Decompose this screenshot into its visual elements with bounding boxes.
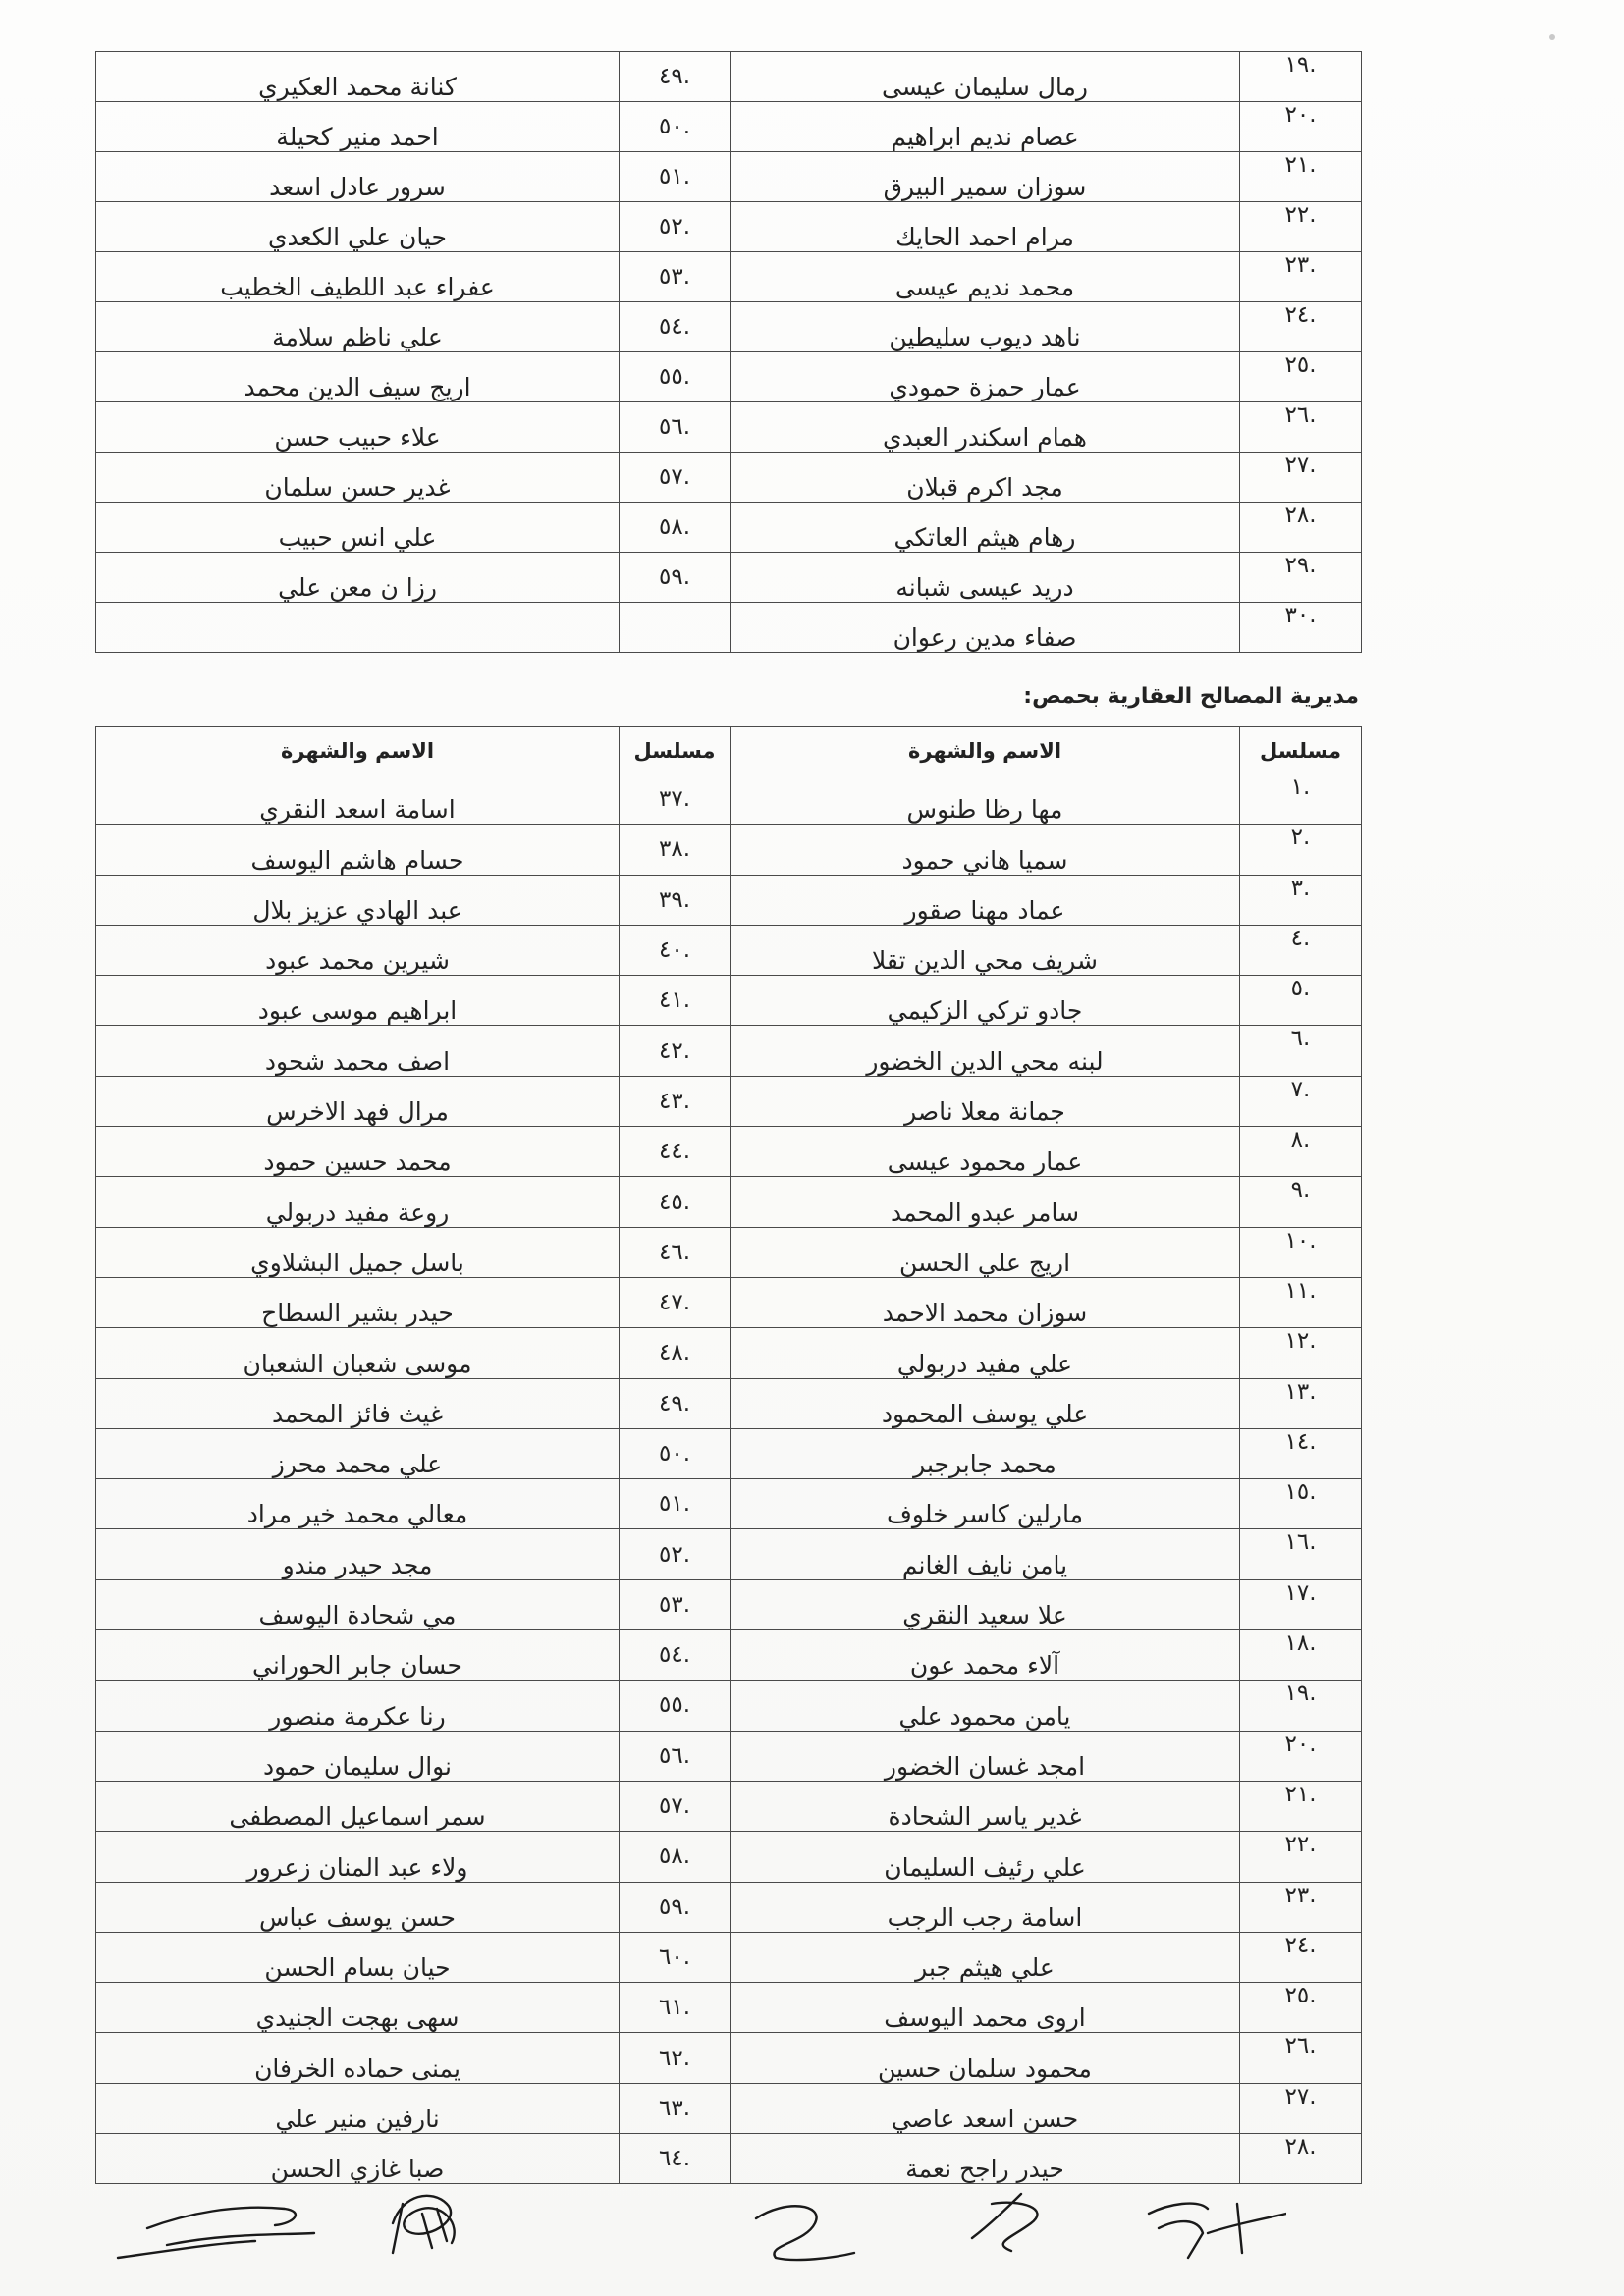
serial-cell: .٤٤ (620, 1127, 731, 1177)
serial-cell: .٥٧ (620, 453, 731, 503)
name-cell: سوزان سمير البيرق (731, 152, 1240, 202)
name-cell: عفراء عبد اللطيف الخطيب (96, 252, 620, 302)
table-row (96, 1277, 1362, 1327)
name-cell: حيدر راجح نعمة (731, 2134, 1240, 2184)
serial-cell: .٥٩ (620, 1882, 731, 1932)
serial-cell: .٤ (1240, 925, 1362, 975)
table-row (96, 52, 1362, 102)
table-row (96, 1529, 1362, 1579)
serial-cell: .٣٨ (620, 825, 731, 875)
serial-cell: .٥٢ (620, 1529, 731, 1579)
serial-cell: .٥٣ (620, 252, 731, 302)
name-cell: جمانة معلا ناصر (731, 1076, 1240, 1126)
name-cell: حسان جابر الحوراني (96, 1630, 620, 1681)
name-cell: سوزان محمد الاحمد (731, 1277, 1240, 1327)
name-cell: غدير ياسر الشحادة (731, 1781, 1240, 1831)
serial-cell: .٥٢ (620, 202, 731, 252)
serial-cell: .٦٢ (620, 2033, 731, 2083)
names-table-continued (95, 51, 1362, 653)
serial-cell: .١٥ (1240, 1479, 1362, 1529)
table-row (96, 603, 1362, 653)
name-cell: اسامة رجب الرجب (731, 1882, 1240, 1932)
serial-cell: .٥٠ (620, 102, 731, 152)
serial-cell: .٢٨ (1240, 2134, 1362, 2184)
signatures (108, 2164, 1286, 2272)
name-cell: مها رظا طنوس (731, 774, 1240, 825)
table-row (96, 1177, 1362, 1227)
serial-cell: .٦٣ (620, 2083, 731, 2133)
serial-cell: .١٢ (1240, 1328, 1362, 1378)
serial-cell: .٩ (1240, 1177, 1362, 1227)
name-cell: شيرين محمد عبود (96, 925, 620, 975)
table-row (96, 1428, 1362, 1478)
serial-cell: .١١ (1240, 1277, 1362, 1327)
serial-cell: .٥٧ (620, 1781, 731, 1831)
signature-4 (972, 2194, 1037, 2251)
serial-cell: .٢٥ (1240, 352, 1362, 402)
serial-cell: .٤٥ (620, 1177, 731, 1227)
serial-cell: .١٩ (1240, 52, 1362, 102)
name-cell: امجد غسان الخضور (731, 1731, 1240, 1781)
name-cell: اريج سيف الدين محمد (96, 352, 620, 402)
name-cell: جادو تركي الزكيمي (731, 976, 1240, 1026)
name-cell (96, 603, 620, 653)
serial-cell: .٢٣ (1240, 1882, 1362, 1932)
serial-cell: .٣٩ (620, 875, 731, 925)
names-table-body (96, 774, 1362, 2184)
name-cell: حيان بسام الحسن (96, 1932, 620, 1982)
table-row (96, 1378, 1362, 1428)
serial-cell: .١٤ (1240, 1428, 1362, 1478)
table-row (96, 402, 1362, 453)
name-cell: محمد جابرجبر (731, 1428, 1240, 1478)
table-row (96, 2033, 1362, 2083)
table-row (96, 1227, 1362, 1277)
name-cell: اروى محمد اليوسف (731, 1983, 1240, 2033)
table-row (96, 302, 1362, 352)
name-cell: علي رئيف السليمان (731, 1832, 1240, 1882)
name-cell: عماد مهنا صقور (731, 875, 1240, 925)
name-cell: حسام هاشم اليوسف (96, 825, 620, 875)
name-cell: علي هيثم جبر (731, 1932, 1240, 1982)
serial-cell: .٤٧ (620, 1277, 731, 1327)
table-row (96, 925, 1362, 975)
name-cell: احمد منير كحيلة (96, 102, 620, 152)
table-row (96, 1781, 1362, 1831)
name-cell: عمار حمزة حمودي (731, 352, 1240, 402)
name-cell: ولاء عبد المنان زعرور (96, 1832, 620, 1882)
name-cell: غيث فائز المحمد (96, 1378, 620, 1428)
name-cell: اصف محمد شحود (96, 1026, 620, 1076)
table-row (96, 553, 1362, 603)
table-row (96, 503, 1362, 553)
name-cell: رهام هيثم العاتكي (731, 503, 1240, 553)
table-row (96, 152, 1362, 202)
table-row (96, 1579, 1362, 1629)
table-row (96, 1882, 1362, 1932)
name-cell: سامر عبدو المحمد (731, 1177, 1240, 1227)
serial-cell: .٤٦ (620, 1227, 731, 1277)
name-cell: مي شحادة اليوسف (96, 1579, 620, 1629)
serial-cell: .٥٥ (620, 1681, 731, 1731)
table-row (96, 1681, 1362, 1731)
serial-cell: .٥٤ (620, 302, 731, 352)
name-cell: سرور عادل اسعد (96, 152, 620, 202)
table-row (96, 252, 1362, 302)
name-cell: حسن يوسف عباس (96, 1882, 620, 1932)
name-cell: مارلين كاسر خلوف (731, 1479, 1240, 1529)
name-cell: روعة مفيد دربولي (96, 1177, 620, 1227)
name-cell: لبنه محي الدين الخضور (731, 1026, 1240, 1076)
serial-cell: .٢٨ (1240, 503, 1362, 553)
serial-cell: .٢٠ (1240, 1731, 1362, 1781)
name-cell: عمار محمود عيسى (731, 1127, 1240, 1177)
names-table-body (96, 52, 1362, 653)
name-cell: صفاء مدين رعوان (731, 603, 1240, 653)
table-row (96, 1127, 1362, 1177)
serial-cell: .٢١ (1240, 1781, 1362, 1831)
serial-cell: .٢٤ (1240, 1932, 1362, 1982)
serial-cell: .١٩ (1240, 1681, 1362, 1731)
table-row (96, 825, 1362, 875)
serial-cell: .١٧ (1240, 1579, 1362, 1629)
name-cell: آلاء محمد عون (731, 1630, 1240, 1681)
name-cell: حيدر بشير السطاح (96, 1277, 620, 1327)
name-cell: اسامة اسعد النقري (96, 774, 620, 825)
serial-cell: .١٨ (1240, 1630, 1362, 1681)
serial-cell: .١٦ (1240, 1529, 1362, 1579)
name-cell: شريف محي الدين تقلا (731, 925, 1240, 975)
name-cell: سهى بهجت الجنيدي (96, 1983, 620, 2033)
serial-cell: .٥١ (620, 152, 731, 202)
table-row (96, 1328, 1362, 1378)
serial-cell: .٢١ (1240, 152, 1362, 202)
name-cell: مجد حيدر مندو (96, 1529, 620, 1579)
serial-cell: .٥ (1240, 976, 1362, 1026)
name-cell: نوال سليمان حمود (96, 1731, 620, 1781)
table-row (96, 1832, 1362, 1882)
serial-cell: .٢ (1240, 825, 1362, 875)
table-row (96, 102, 1362, 152)
table-row (96, 875, 1362, 925)
scan-speck (1549, 34, 1555, 40)
serial-cell: .٥١ (620, 1479, 731, 1529)
name-cell: نارفين منير علي (96, 2083, 620, 2133)
serial-cell: .٤٩ (620, 1378, 731, 1428)
table-row (96, 1932, 1362, 1982)
signature-3 (756, 2206, 854, 2260)
name-cell: يامن نايف الغانم (731, 1529, 1240, 1579)
signature-5 (1149, 2204, 1286, 2258)
section-title: مديرية المصالح العقارية بحمص: (1023, 684, 1359, 709)
serial-cell: .٣٠ (1240, 603, 1362, 653)
signature-1 (118, 2208, 314, 2258)
name-cell: علي ناظم سلامة (96, 302, 620, 352)
table-row (96, 976, 1362, 1026)
name-cell: سمر اسماعيل المصطفى (96, 1781, 620, 1831)
serial-cell: .٤٠ (620, 925, 731, 975)
serial-cell: .٥٣ (620, 1579, 731, 1629)
serial-cell: .٥٨ (620, 503, 731, 553)
signature-2 (393, 2196, 455, 2253)
serial-cell: .٢٩ (1240, 553, 1362, 603)
name-cell: يمنى حماده الخرفان (96, 2033, 620, 2083)
serial-cell: .٢٧ (1240, 453, 1362, 503)
table-row (96, 774, 1362, 825)
name-cell: محمد نديم عيسى (731, 252, 1240, 302)
serial-cell: .٢٠ (1240, 102, 1362, 152)
name-cell: رنا عكرمة منصور (96, 1681, 620, 1731)
name-cell: حسن اسعد عاصي (731, 2083, 1240, 2133)
serial-cell: .٢٤ (1240, 302, 1362, 352)
name-cell: رمال سليمان عيسى (731, 52, 1240, 102)
name-cell: غدير حسن سلمان (96, 453, 620, 503)
serial-cell: .٧ (1240, 1076, 1362, 1126)
name-cell: محمود سلمان حسين (731, 2033, 1240, 2083)
serial-cell: .٤٩ (620, 52, 731, 102)
serial-cell: .٥٤ (620, 1630, 731, 1681)
table-row (96, 453, 1362, 503)
serial-cell: .٤١ (620, 976, 731, 1026)
name-cell: محمد حسين حمود (96, 1127, 620, 1177)
name-cell: همام اسكندر العبدي (731, 402, 1240, 453)
name-cell: معالي محمد خير مراد (96, 1479, 620, 1529)
serial-cell: .٢٦ (1240, 402, 1362, 453)
table-row (96, 2083, 1362, 2133)
table-row (96, 1731, 1362, 1781)
table-header-row (96, 727, 1362, 774)
name-cell: موسى شعبان الشعبان (96, 1328, 620, 1378)
name-cell: مرام احمد الحايك (731, 202, 1240, 252)
serial-cell: .٤٢ (620, 1026, 731, 1076)
name-cell: علا سعيد النقري (731, 1579, 1240, 1629)
serial-cell: .٥٠ (620, 1428, 731, 1478)
serial-cell: .٦١ (620, 1983, 731, 2033)
table-row (96, 202, 1362, 252)
serial-cell: .٤٣ (620, 1076, 731, 1126)
serial-cell: .٥٨ (620, 1832, 731, 1882)
name-cell: يامن محمود علي (731, 1681, 1240, 1731)
serial-cell: .٥٦ (620, 1731, 731, 1781)
header-name: الاسم والشهرة (731, 727, 1240, 774)
name-cell: علاء حبيب حسن (96, 402, 620, 453)
name-cell: دريد عيسى شبانه (731, 553, 1240, 603)
serial-cell: .٢٧ (1240, 2083, 1362, 2133)
name-cell: صبا غازي الحسن (96, 2134, 620, 2184)
name-cell: اريج علي الحسن (731, 1227, 1240, 1277)
name-cell: علي انس حبيب (96, 503, 620, 553)
table-row (96, 1630, 1362, 1681)
serial-cell: .٢٣ (1240, 252, 1362, 302)
serial-cell: .٢٦ (1240, 2033, 1362, 2083)
serial-cell: .٣ (1240, 875, 1362, 925)
serial-cell: .٦٠ (620, 1932, 731, 1982)
name-cell: ابراهيم موسى عبود (96, 976, 620, 1026)
name-cell: باسل جميل البشلاوي (96, 1227, 620, 1277)
name-cell: عبد الهادي عزيز بلال (96, 875, 620, 925)
serial-cell: .٣٧ (620, 774, 731, 825)
header-serial: مسلسل (1240, 727, 1362, 774)
name-cell: سميا هاني حمود (731, 825, 1240, 875)
name-cell: علي مفيد دربولي (731, 1328, 1240, 1378)
serial-cell: .١ (1240, 774, 1362, 825)
serial-cell: .٢٢ (1240, 1832, 1362, 1882)
serial-cell: .٦ (1240, 1026, 1362, 1076)
serial-cell: .٦٤ (620, 2134, 731, 2184)
table-row (96, 1076, 1362, 1126)
name-cell: علي محمد محرز (96, 1428, 620, 1478)
header-name: الاسم والشهرة (96, 727, 620, 774)
serial-cell: .٥٩ (620, 553, 731, 603)
header-serial: مسلسل (620, 727, 731, 774)
serial-cell: .١٣ (1240, 1378, 1362, 1428)
name-cell: مجد اكرم قبلان (731, 453, 1240, 503)
name-cell: رزا ن معن علي (96, 553, 620, 603)
table-row (96, 1026, 1362, 1076)
name-cell: علي يوسف المحمود (731, 1378, 1240, 1428)
name-cell: مرال فهد الاخرس (96, 1076, 620, 1126)
name-cell: حيان علي الكعدي (96, 202, 620, 252)
hims-names-table (95, 726, 1362, 2184)
table-row (96, 1983, 1362, 2033)
table-row (96, 1479, 1362, 1529)
serial-cell: .٢٢ (1240, 202, 1362, 252)
name-cell: كنانة محمد العكيري (96, 52, 620, 102)
serial-cell: .٨ (1240, 1127, 1362, 1177)
serial-cell: .٢٥ (1240, 1983, 1362, 2033)
serial-cell: .٥٥ (620, 352, 731, 402)
serial-cell: .٥٦ (620, 402, 731, 453)
table-row (96, 352, 1362, 402)
serial-cell (620, 603, 731, 653)
name-cell: عصام نديم ابراهيم (731, 102, 1240, 152)
name-cell: ناهد ديوب سليطين (731, 302, 1240, 352)
serial-cell: .٤٨ (620, 1328, 731, 1378)
serial-cell: .١٠ (1240, 1227, 1362, 1277)
